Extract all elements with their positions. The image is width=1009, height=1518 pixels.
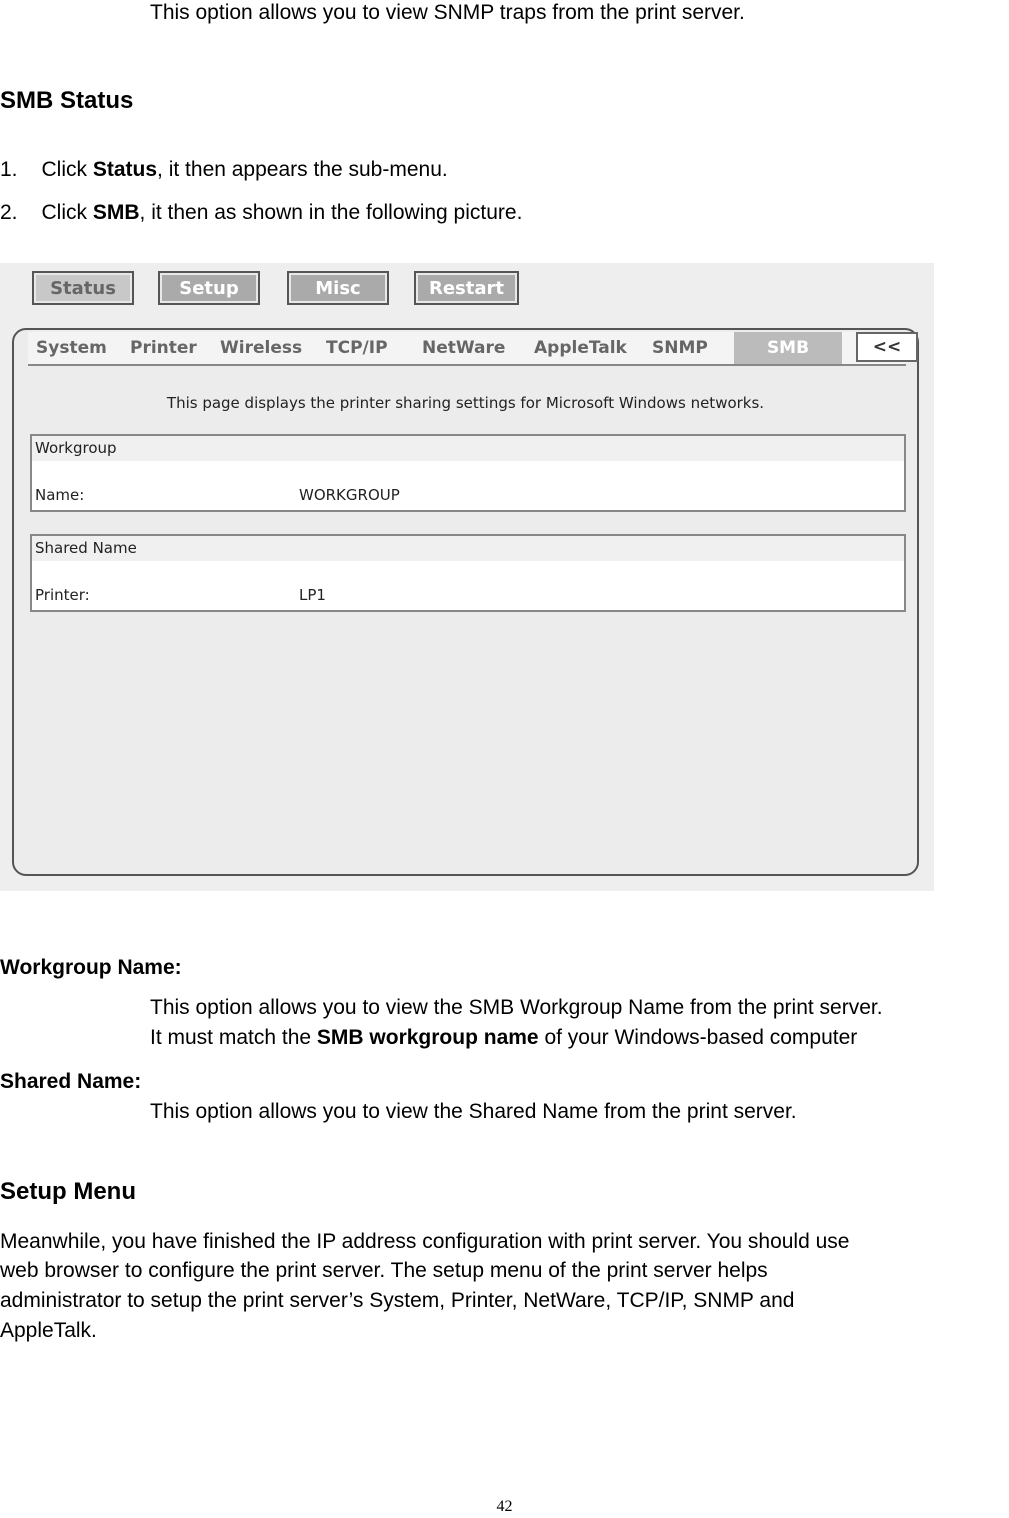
text: of your Windows-based computer xyxy=(538,1026,858,1049)
step-2 xyxy=(0,200,522,226)
workgroup-fieldset xyxy=(30,434,906,512)
workgroup-desc-2 xyxy=(150,1025,857,1051)
intro-text: This option allows you to view SNMP traps from the print server. xyxy=(150,1,745,24)
workgroup-name-label: Name: xyxy=(35,486,85,504)
section-title-smb-status: SMB Status xyxy=(0,87,134,114)
tab-wireless[interactable]: Wireless xyxy=(220,338,303,358)
tab-smb[interactable]: SMB xyxy=(734,332,842,364)
step-bold: SMB xyxy=(92,201,140,224)
setup-para-line-1: Meanwhile, you have finished the IP address configuration with print server. You should use xyxy=(0,1230,850,1253)
content-panel xyxy=(12,328,919,876)
shared-name-header: Shared Name xyxy=(32,536,904,561)
page-number: 42 xyxy=(496,1498,513,1515)
panel-description: This page displays the printer sharing settings for Microsoft Windows networks. xyxy=(166,394,765,412)
restart-button[interactable]: Restart xyxy=(414,271,519,305)
tab-appletalk[interactable]: AppleTalk xyxy=(534,338,627,358)
tab-tcpip[interactable]: TCP/IP xyxy=(326,338,388,358)
workgroup-name-value: WORKGROUP xyxy=(299,486,400,504)
step-bold: Status xyxy=(92,158,158,181)
tab-printer[interactable]: Printer xyxy=(130,338,197,358)
tab-netware[interactable]: NetWare xyxy=(422,338,506,358)
step-text: Click xyxy=(41,201,93,224)
workgroup-name-row xyxy=(35,486,904,504)
step-text: , it then as shown in the following picture. xyxy=(139,201,523,224)
setup-para-line-2: web browser to configure the print server. The setup menu of the print server helps xyxy=(0,1259,768,1282)
setup-para-line-3: administrator to setup the print server’s System, Printer, NetWare, TCP/IP, SNMP and xyxy=(0,1289,795,1312)
workgroup-desc-1: This option allows you to view the SMB Workgroup Name from the print server. xyxy=(150,996,883,1019)
misc-button[interactable]: Misc xyxy=(287,271,389,305)
back-tab-button[interactable]: << xyxy=(856,332,918,362)
step-text: Click xyxy=(41,158,93,181)
workgroup-header: Workgroup xyxy=(32,436,904,461)
shared-printer-label: Printer: xyxy=(35,586,90,604)
shared-name-fieldset xyxy=(30,534,906,612)
shared-printer-value: LP1 xyxy=(299,586,326,604)
shared-printer-row xyxy=(35,586,904,604)
status-button[interactable]: Status xyxy=(32,271,134,305)
smb-status-screenshot xyxy=(0,263,934,891)
shared-desc: This option allows you to view the Shared Name from the print server. xyxy=(150,1100,797,1123)
bold-term: SMB workgroup name xyxy=(316,1026,539,1049)
step-number: 2. xyxy=(0,201,18,224)
shared-heading: Shared Name: xyxy=(0,1070,142,1093)
tab-system[interactable]: System xyxy=(36,338,107,358)
setup-button[interactable]: Setup xyxy=(158,271,260,305)
text: It must match the xyxy=(150,1026,317,1049)
tab-bar xyxy=(28,332,906,366)
step-number: 1. xyxy=(0,158,18,181)
step-text: , it then appears the sub-menu. xyxy=(157,158,448,181)
workgroup-heading: Workgroup Name: xyxy=(0,956,182,979)
tab-snmp[interactable]: SNMP xyxy=(652,338,708,358)
step-1 xyxy=(0,157,448,183)
section-title-setup-menu: Setup Menu xyxy=(0,1178,136,1205)
setup-para-line-4: AppleTalk. xyxy=(0,1319,97,1342)
